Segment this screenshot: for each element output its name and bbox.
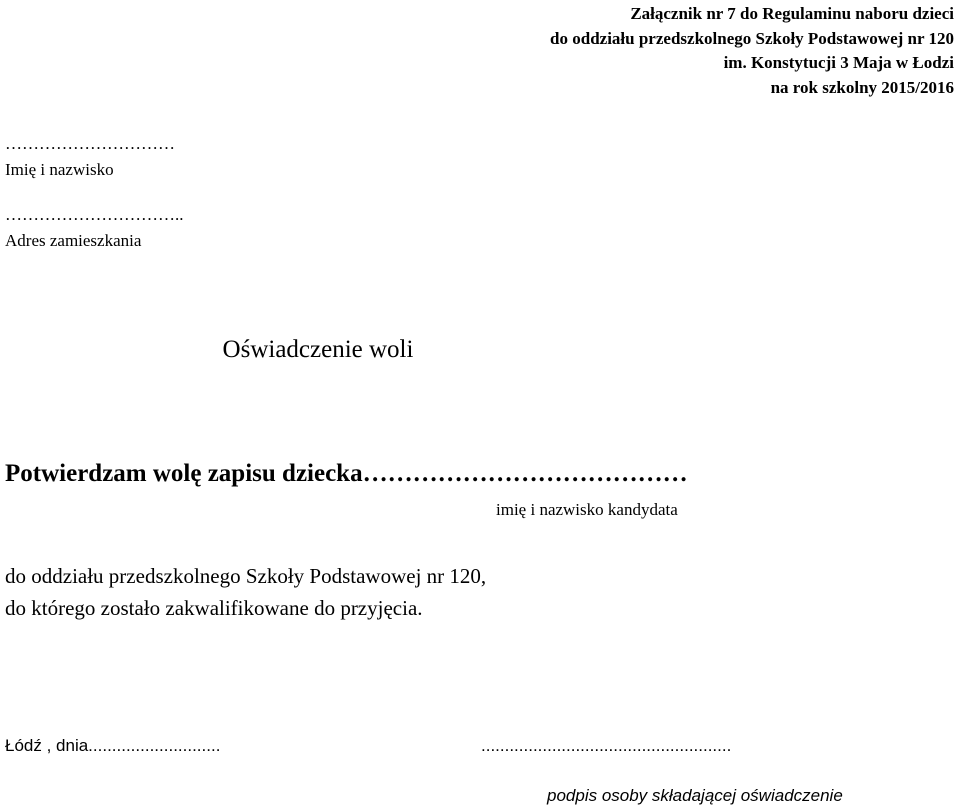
confirm-text: Potwierdzam wolę zapisu dziecka…………………………………: [5, 460, 688, 487]
annex-line: na rok szkolny 2015/2016: [770, 77, 954, 97]
address-label: Adres zamieszkania: [5, 231, 142, 250]
place-date-field: Łódź , dnia............................: [5, 736, 221, 755]
candidate-caption: imię i nazwisko kandydata: [496, 500, 678, 519]
name-dots-field: …………………………: [5, 134, 175, 153]
signature-caption: podpis osoby składającej oświadczenie: [547, 786, 843, 805]
annex-header: [550, 2, 954, 100]
declaration-line: do oddziału przedszkolnego Szkoły Podstawowej nr 120,: [5, 564, 487, 588]
declaration-body: [5, 560, 486, 624]
annex-line: im. Konstytucji 3 Maja w Łodzi: [723, 53, 954, 72]
annex-line: Załącznik nr 7 do Regulaminu naboru dzieci: [630, 4, 954, 23]
signature-dots-field: .....................................................: [481, 736, 732, 755]
annex-line: do oddziału przedszkolnego Szkoły Podstawowej nr 120: [550, 28, 954, 48]
declaration-line: do którego zostało zakwalifikowane do przyjęcia.: [5, 596, 423, 620]
name-label: Imię i nazwisko: [5, 160, 114, 179]
address-dots-field: …………………………..: [5, 205, 184, 224]
document-title: Oświadczenie woli: [222, 336, 414, 363]
